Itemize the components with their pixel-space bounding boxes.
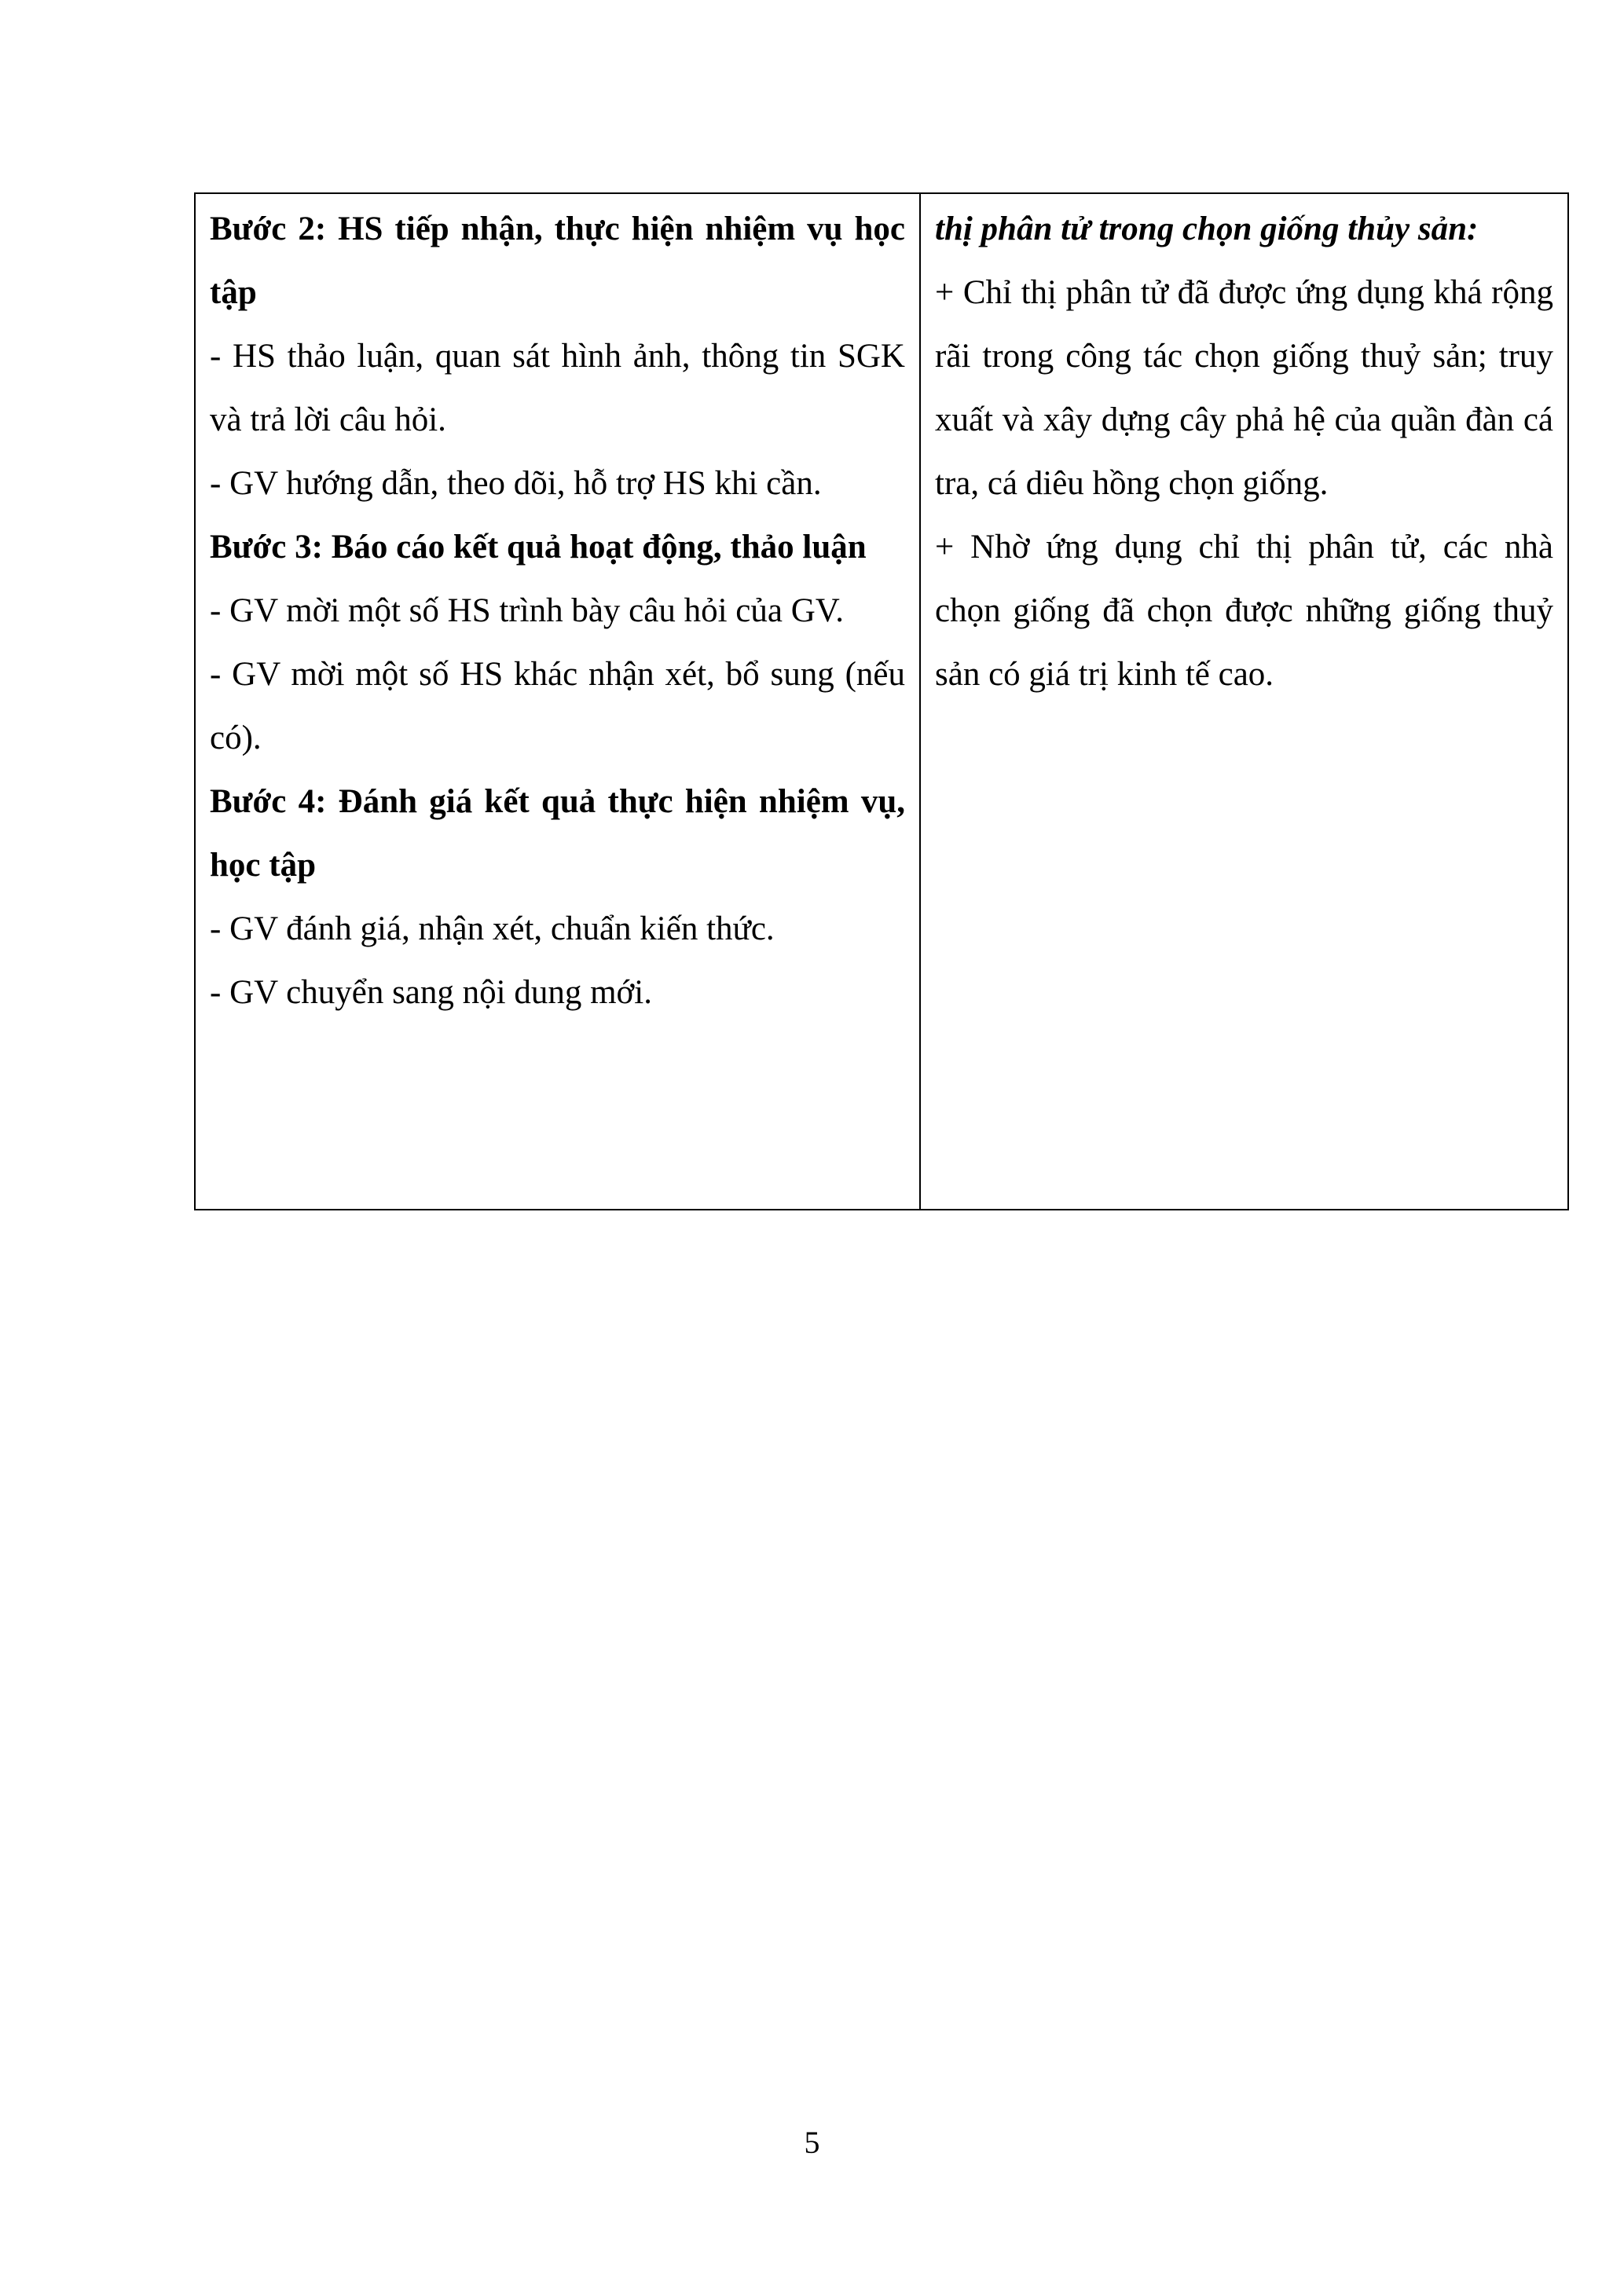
step-4-item-1: - GV đánh giá, nhận xét, chuẩn kiến thức. (210, 910, 775, 947)
step-4-item-2: - GV chuyển sang nội dung mới. (210, 974, 652, 1011)
step-2-item-2: - GV hướng dẫn, theo dõi, hỗ trợ HS khi cần. (210, 465, 822, 502)
step-2-item-1: - HS thảo luận, quan sát hình ảnh, thông tin SGK và trả lời câu hỏi. (210, 338, 905, 438)
right-column-cell (920, 193, 1568, 1210)
step-3-item-2: - GV mời một số HS khác nhận xét, bổ sung (nếu có). (210, 656, 905, 756)
page-number: 5 (804, 2125, 820, 2160)
step-3-heading: Bước 3: Báo cáo kết quả hoạt động, thảo luận (210, 529, 867, 566)
step-4-heading: Bước 4: Đánh giá kết quả thực hiện nhiệm vụ, học tập (210, 783, 905, 884)
step-2-heading: Bước 2: HS tiếp nhận, thực hiện nhiệm vụ học tập (210, 211, 905, 311)
table-row (195, 193, 1568, 1210)
content-item-1: + Chỉ thị phân tử đã được ứng dụng khá rộng rãi trong công tác chọn giống thuỷ sản; truy xuất và xây dựng cây phả hệ của quần đàn cá tra, cá diêu hồng chọn giống. (935, 274, 1553, 502)
content-item-2: + Nhờ ứng dụng chỉ thị phân tử, các nhà chọn giống đã chọn được những giống thuỷ sản có giá trị kinh tế cao. (935, 529, 1553, 693)
lesson-table (194, 192, 1569, 1210)
step-3-item-1: - GV mời một số HS trình bày câu hỏi của GV. (210, 592, 845, 629)
content-heading: thị phân tử trong chọn giống thủy sản: (935, 211, 1479, 247)
left-column-cell (195, 193, 920, 1210)
